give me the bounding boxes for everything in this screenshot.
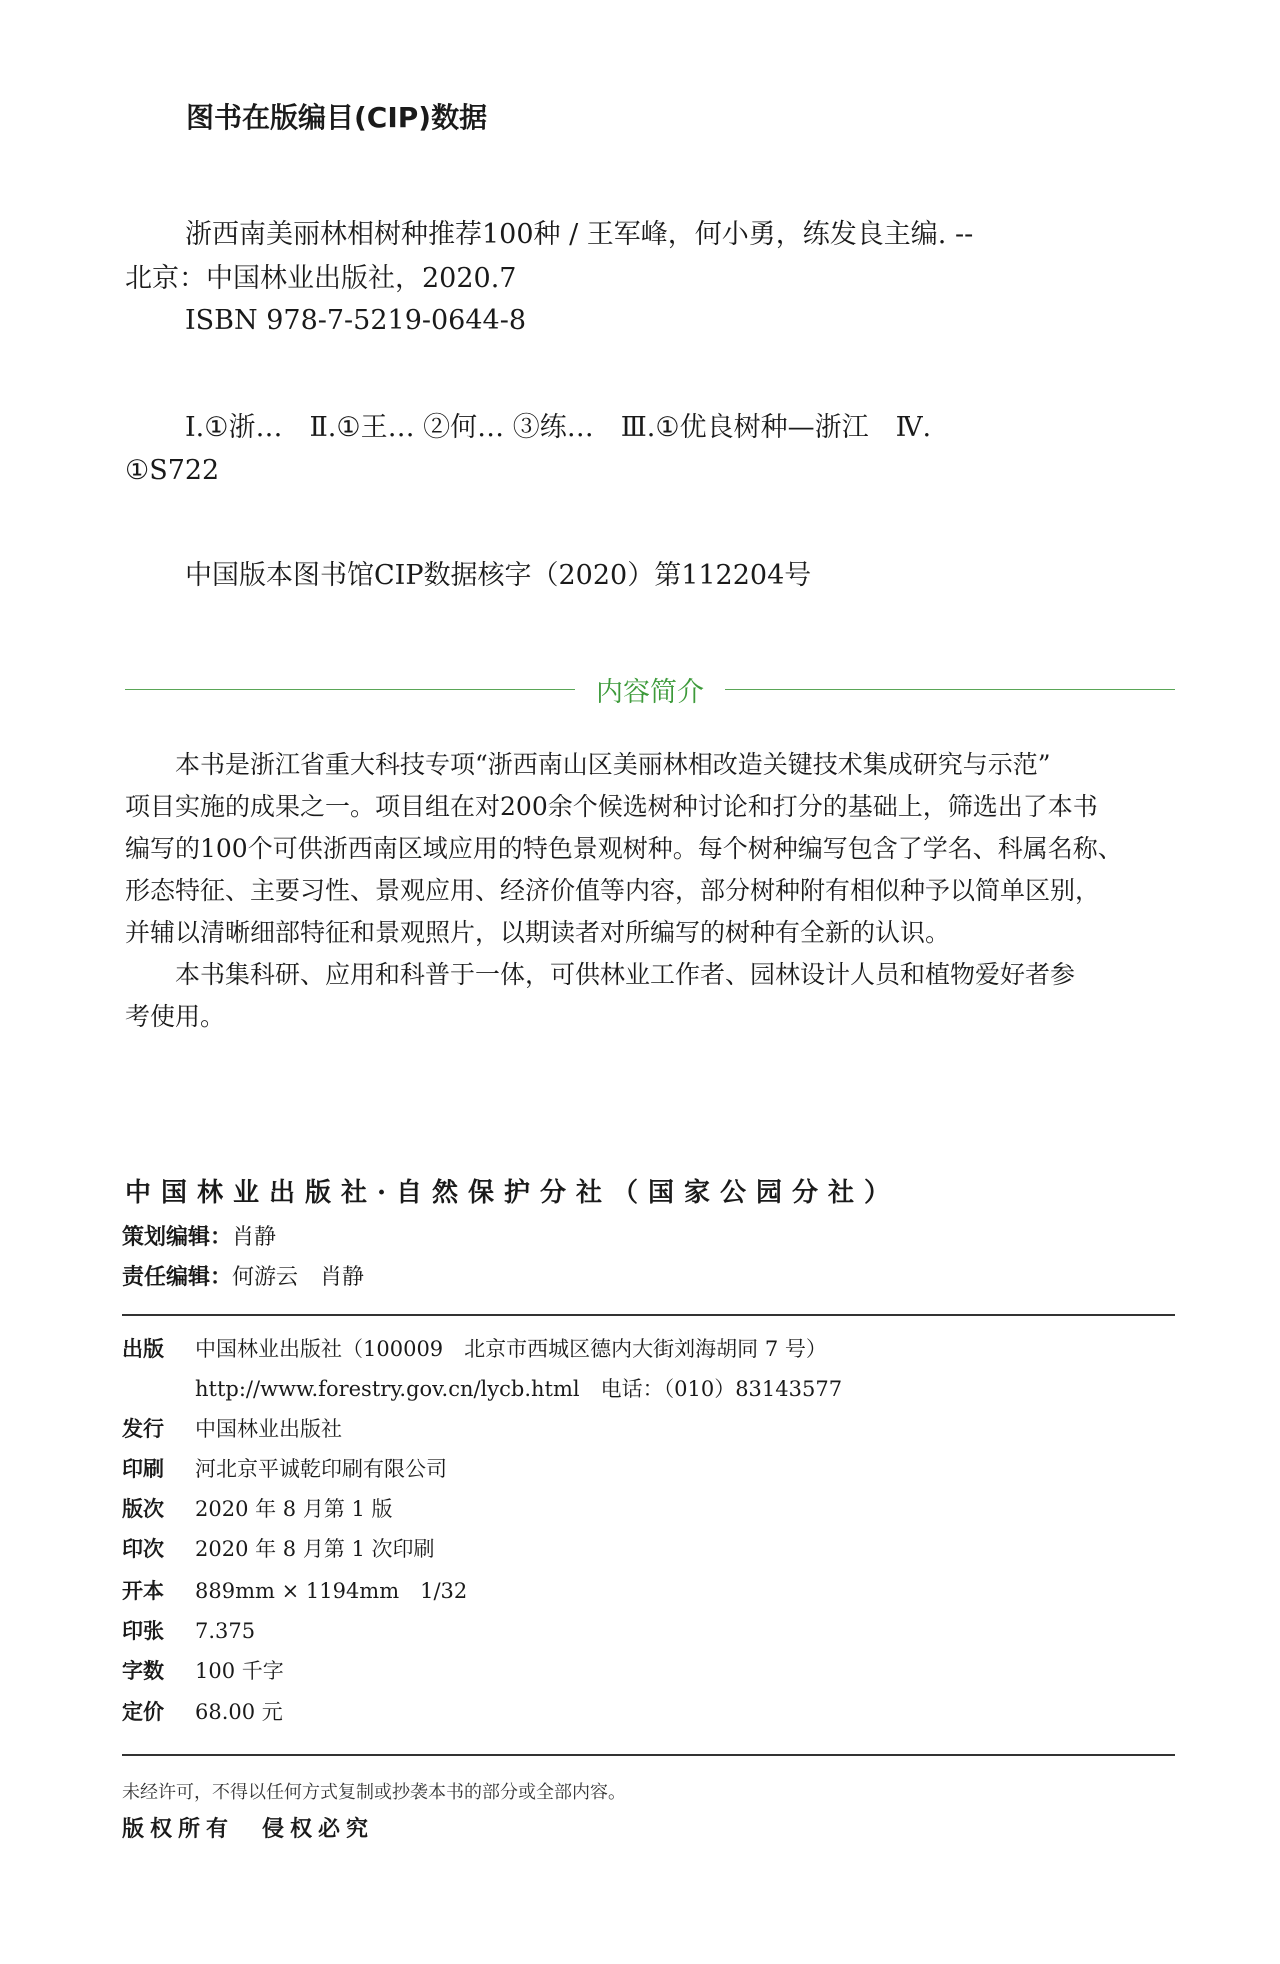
imprint-value: 100 千字 <box>195 1659 284 1683</box>
imprint-label: 印刷 <box>122 1457 164 1481</box>
planning-editor-label: 策划编辑： <box>122 1225 233 1250</box>
copy-notice: 未经许可，不得以任何方式复制或抄袭本书的部分或全部内容。 <box>122 1782 626 1803</box>
imprint-value: 889mm × 1194mm 1/32 <box>195 1579 468 1603</box>
summary-line: 编写的100个可供浙西南区域应用的特色景观树种。每个树种编写包含了学名、科属名称、 <box>125 834 1123 863</box>
imprint-value: 7.375 <box>195 1619 256 1643</box>
rule-top <box>122 1314 1175 1316</box>
cip-record-number: 中国版本图书馆CIP数据核字（2020）第112204号 <box>185 560 812 591</box>
summary-line: 并辅以清晰细部特征和景观照片，以期读者对所编写的树种有全新的认识。 <box>125 918 951 947</box>
imprint-value: 2020 年 8 月第 1 版 <box>195 1497 393 1521</box>
cip-classification-cont: ①S722 <box>125 455 220 486</box>
imprint-row <box>122 1575 467 1605</box>
imprint-row <box>122 1696 283 1726</box>
summary-line: 项目实施的成果之一。项目组在对200余个候选树种讨论和打分的基础上，筛选出了本书 <box>125 792 1098 821</box>
summary-line: 考使用。 <box>125 1002 226 1031</box>
imprint-label: 开本 <box>122 1579 164 1603</box>
summary-line: 形态特征、主要习性、景观应用、经济价值等内容，部分树种附有相似种予以简单区别， <box>125 876 1101 905</box>
imprint-label: 字数 <box>122 1659 164 1683</box>
imprint-label: 版次 <box>122 1497 164 1521</box>
imprint-row <box>122 1533 435 1563</box>
imprint-row <box>122 1453 447 1483</box>
imprint-row <box>122 1493 393 1523</box>
imprint-value: 68.00 元 <box>195 1700 283 1724</box>
rule-bottom <box>122 1754 1175 1756</box>
planning-editor-name: 肖静 <box>232 1225 277 1250</box>
publisher-branch: 中国林业出版社·自然保护分社（国家公园分社） <box>125 1178 901 1208</box>
cip-isbn: ISBN 978-7-5219-0644-8 <box>185 305 527 336</box>
cip-title-line: 浙西南美丽林相树种推荐100种 / 王军峰，何小勇，练发良主编. -- <box>185 219 974 250</box>
section-divider-left <box>125 689 575 690</box>
imprint-value: 中国林业出版社（100009 北京市西城区德内大街刘海胡同 7 号） <box>195 1337 827 1361</box>
imprint-label: 出版 <box>122 1337 164 1361</box>
imprint-row <box>122 1413 342 1443</box>
responsible-editor-label: 责任编辑： <box>122 1265 233 1290</box>
imprint-row <box>122 1655 284 1685</box>
imprint-row <box>122 1373 842 1403</box>
imprint-value: http://www.forestry.gov.cn/lycb.html 电话：（010）83143577 <box>195 1377 843 1401</box>
imprint-label: 印张 <box>122 1619 164 1643</box>
summary-paragraph <box>125 744 1175 1038</box>
imprint-value: 2020 年 8 月第 1 次印刷 <box>195 1537 435 1561</box>
responsible-editor-name: 何游云 肖静 <box>232 1265 365 1290</box>
summary-line: 本书是浙江省重大科技专项“浙西南山区美丽林相改造关键技术集成研究与示范” <box>125 750 1051 779</box>
cip-classification: Ⅰ.①浙… Ⅱ.①王… ②何… ③练… Ⅲ.①优良树种—浙江 Ⅳ. <box>185 412 932 443</box>
imprint-value: 中国林业出版社 <box>195 1417 342 1441</box>
summary-line: 本书集科研、应用和科普于一体，可供林业工作者、园林设计人员和植物爱好者参 <box>125 960 1076 989</box>
rights-reserved: 版权所有 侵权必究 <box>122 1816 375 1842</box>
imprint-value: 河北京平诚乾印刷有限公司 <box>195 1457 447 1481</box>
imprint-label: 印次 <box>122 1537 164 1561</box>
imprint-label: 发行 <box>122 1417 164 1441</box>
summary-heading: 内容简介 <box>596 677 704 708</box>
imprint-row <box>122 1615 255 1645</box>
responsible-editor <box>122 1260 364 1291</box>
imprint-label: 定价 <box>122 1700 164 1724</box>
imprint-row <box>122 1333 827 1363</box>
page-title: 图书在版编目(CIP)数据 <box>186 101 488 134</box>
cip-publisher-line: 北京：中国林业出版社，2020.7 <box>125 263 517 294</box>
planning-editor <box>122 1220 276 1251</box>
section-divider-right <box>725 689 1175 690</box>
